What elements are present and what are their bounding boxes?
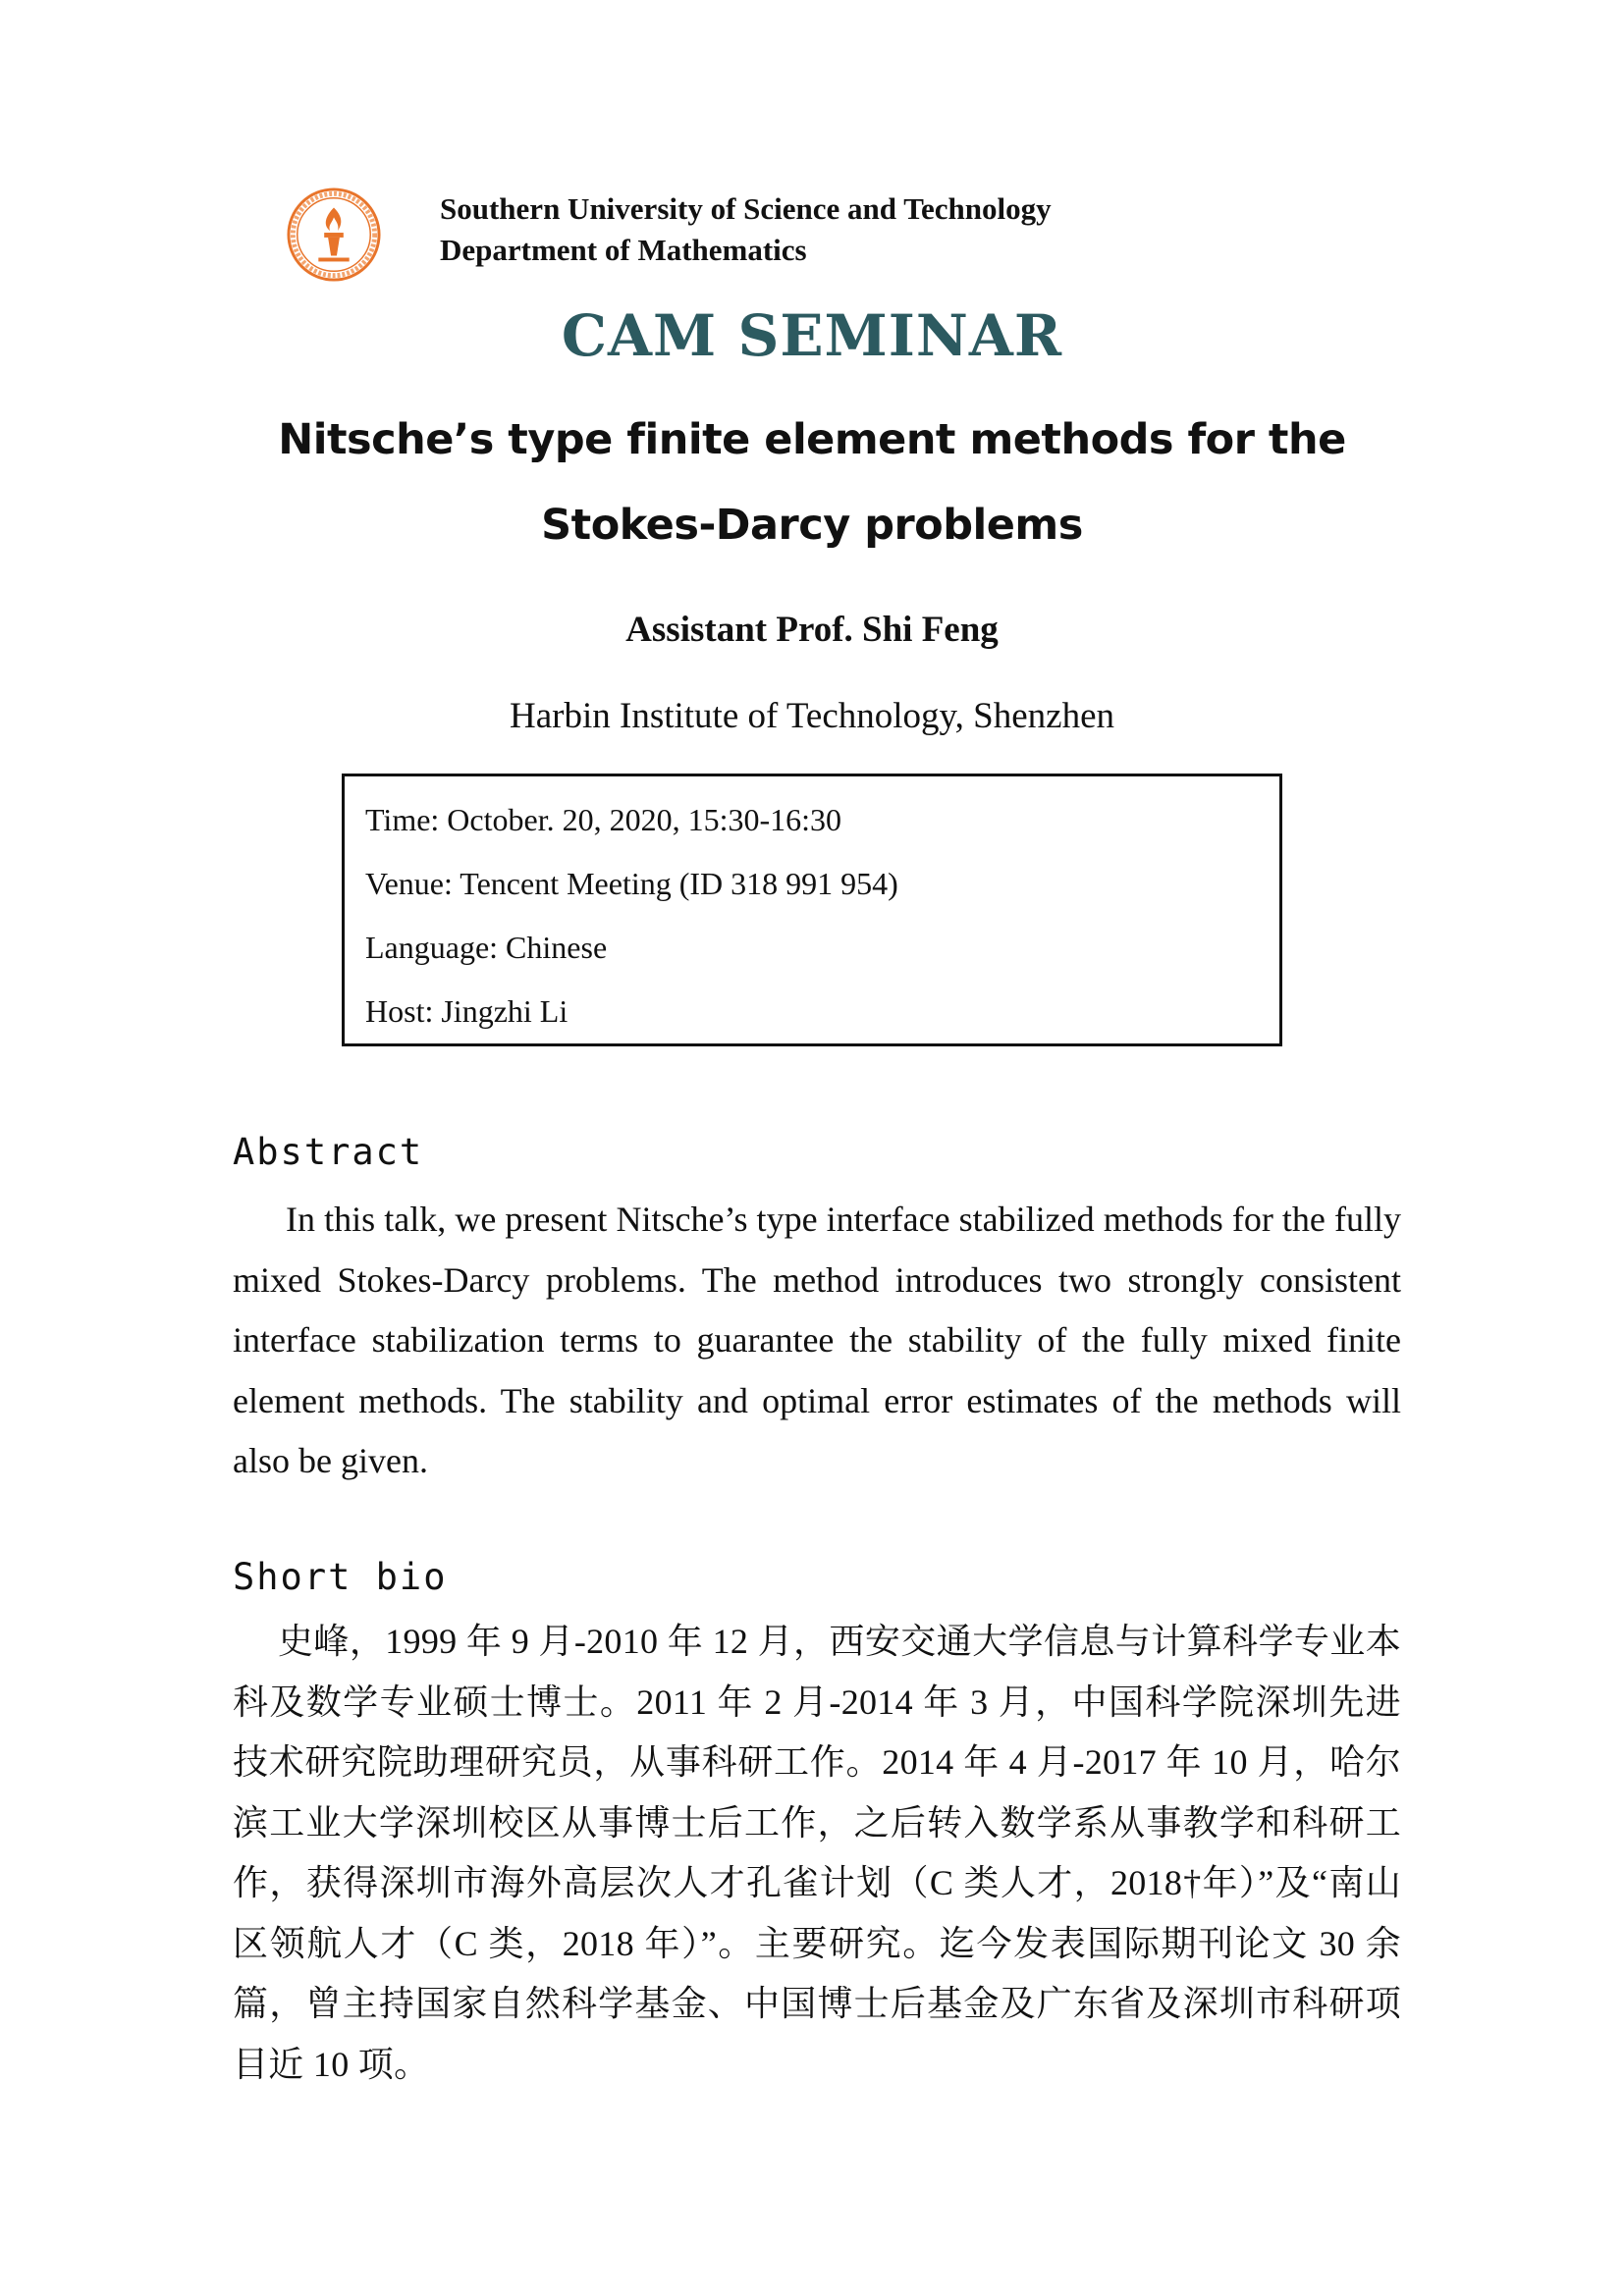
speaker-name: Assistant Prof. Shi Feng bbox=[625, 610, 999, 650]
bio-text: 史峰，1999 年 9 月-2010 年 12 月，西安交通大学信息与计算科学专业本科及数学专业硕士博士。2011 年 2 月-2014 年 3 月，中国科学院深圳先进技术研究院助理研究员，从事科研工作。2014 年 4 月-2017 年 10 月，哈尔滨工业大学深圳校区从事博士后工作，之后转入数学系从事教学和科研工作，获得深圳市海外高层次人才孔雀计划（C 类人才，2018†年）”及“南山区领航人才（C 类，2018 年）”。主要研究。迄今发表国际期刊论文 30 余篇，曾主持国家自然科学基金、中国博士后基金及广东省及深圳市科研项目近 10 项。 bbox=[233, 1622, 1401, 2084]
university-name: Southern University of Science and Technology bbox=[440, 191, 1052, 226]
abstract-text: In this talk, we present Nitsche’s type interface stabilized methods for the fully mixed Stokes-Darcy problems. The method introduces two strongly consistent interface stabilization terms to guarantee the stability of the fully mixed finite element methods. The stability and optimal error estimates of the methods will also be given. bbox=[233, 1200, 1401, 1480]
speaker-affiliation: Harbin Institute of Technology, Shenzhen bbox=[510, 696, 1114, 736]
bio-heading: Short bio bbox=[233, 1556, 448, 1598]
department-name: Department of Mathematics bbox=[440, 233, 807, 267]
talk-title-line-2: Stokes-Darcy problems bbox=[541, 501, 1083, 550]
info-time: Time: October. 20, 2020, 15:30-16:30 bbox=[365, 802, 842, 837]
info-language: Language: Chinese bbox=[365, 930, 608, 965]
info-venue: Venue: Tencent Meeting (ID 318 991 954) bbox=[365, 866, 898, 901]
talk-title-line-1: Nitsche’s type finite element methods for the bbox=[278, 415, 1346, 464]
university-seal-icon bbox=[286, 187, 382, 283]
seminar-title: CAM SEMINAR bbox=[561, 302, 1063, 369]
abstract-heading: Abstract bbox=[233, 1131, 424, 1173]
institution-header bbox=[440, 188, 1052, 271]
info-host: Host: Jingzhi Li bbox=[365, 993, 568, 1029]
